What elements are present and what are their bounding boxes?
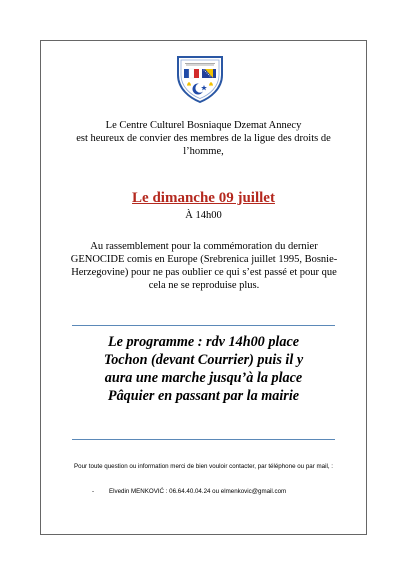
- french-flag-icon: [184, 69, 199, 78]
- description-line: cela ne se reproduise plus.: [148, 280, 260, 291]
- event-time: À 14h00: [185, 210, 222, 221]
- bosnian-flag-icon: [202, 69, 216, 78]
- description-line: Au rassemblement pour la commémoration du dernier: [90, 241, 318, 252]
- programme-block: [48, 333, 359, 405]
- contact-intro: Pour toute question ou information merci de bien vouloir contacter, par téléphone ou par mail, :: [74, 463, 333, 470]
- intro-line: est heureux de convier des membres de la ligue des droits de: [76, 133, 331, 144]
- intro-line: l’homme,: [183, 146, 224, 157]
- programme-line: aura une marche jusqu’à la place: [104, 370, 303, 386]
- programme-line: Tochon (devant Courrier) puis il y: [103, 352, 304, 368]
- event-date-heading: [40, 189, 367, 207]
- event-date-text: Le dimanche 09 juillet: [132, 190, 275, 206]
- programme-line: Le programme : rdv 14h00 place: [107, 334, 300, 350]
- contact-text[interactable]: Elvedin MENKOVIĆ : 06.64.40.04.24 ou elmenkovic@gmail.com: [109, 488, 287, 495]
- logo-shield-graphic: [174, 53, 226, 105]
- programme-line: Pâquier en passant par la mairie: [107, 388, 300, 404]
- association-logo: [174, 53, 226, 105]
- contact-bullet: -: [92, 488, 95, 495]
- intro-paragraph: [60, 119, 347, 158]
- contact-details: [92, 488, 352, 496]
- divider-bottom: [72, 439, 335, 440]
- description-line: GENOCIDE comis en Europe (Srebrenica juillet 1995, Bosnie-: [70, 254, 338, 265]
- intro-line: Le Centre Culturel Bosniaque Dzemat Annecy: [105, 120, 302, 131]
- divider-top: [72, 325, 335, 326]
- event-description: [62, 240, 346, 292]
- description-line: Herzegovine) pour ne pas oublier ce qui s’est passé et pour que: [71, 267, 337, 278]
